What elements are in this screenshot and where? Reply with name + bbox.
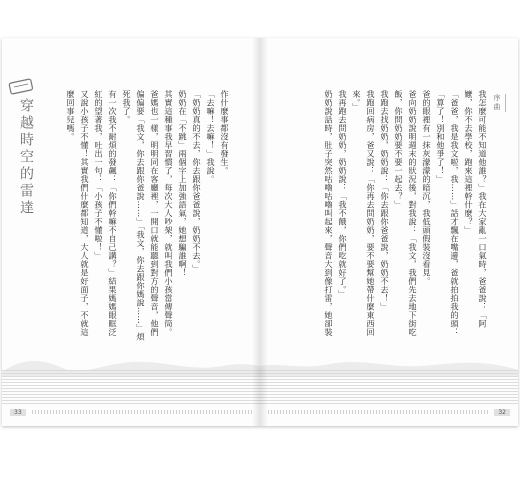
paragraph: 我跑回病房，爸又說：「你再去問奶奶，要不要幫她帶什麼東西回來。」 xyxy=(352,90,376,337)
paragraph: 爸的眼裡有一抹灰濛濛的暗沉，我低頭假裝沒看見。 xyxy=(422,90,432,286)
paragraph: 爸向奶奶說明週末的狀況後，對我說：「我文，我們先去地下街吃飯，你問奶奶要不要一起去？」 xyxy=(394,90,418,337)
paragraph: 作什麼事都沒有發生。 xyxy=(220,90,230,175)
paragraph: 「算了！別和他爭了！」 xyxy=(436,90,446,184)
page-number: 33 xyxy=(10,409,26,416)
paragraph: 爸媽也一樣，明明同在客廳裡，一開口就能聽到對方的聲音，他們偏偏要「我文，你去跟你爸說……」「我文，你去跟你媽說……」煩死我了。 xyxy=(122,90,160,341)
paragraph: 我跑去找奶奶，奶奶說：「你去跟你爸爸說，奶奶不去！」 xyxy=(380,90,390,311)
paragraph: 有一次我不耐煩的發飆：「你們幹嘛不自己講？」結果媽媽眼眶泛紅的望著我，吐出一句：「小孩子不懂啦！」 xyxy=(94,90,118,337)
paragraph: 奶奶說話時，肚子突然咕嚕咕嚕叫起來，聲音大到像打雷，她卻裝 xyxy=(324,90,334,337)
left-page xyxy=(2,38,260,426)
footer-bar xyxy=(32,410,252,414)
right-page xyxy=(260,38,518,426)
book-title: 穿越時空的雷達 xyxy=(18,98,34,217)
paragraph: 「去嘛！去嘛！」我說。 xyxy=(206,90,216,184)
decorative-stripes xyxy=(260,370,518,404)
paragraph: 奶奶在「不跳」兩個字上加強語氣，她想騙誰啊！ xyxy=(178,90,188,277)
book-logo-icon xyxy=(8,78,34,96)
section-tab: 序曲 xyxy=(492,94,506,112)
right-page-text xyxy=(322,90,490,342)
decorative-stripes xyxy=(2,370,260,404)
footer-bar xyxy=(268,410,488,414)
paragraph: 又說小孩子不懂！其實我們什麼都知道，大人就是好面子，不就這麼回事兒嗎。 xyxy=(66,90,90,337)
paragraph: 我怎麼可能不知道他誰？」我在大家亂一口氣時，爸爸說：「阿嬤，你不去學校，跑來這裡幹什麼？」 xyxy=(464,90,488,328)
paragraph: 「奶奶真的不去，你去跟你爸爸說，奶奶不去。」 xyxy=(192,90,202,273)
paragraph: 我再跑去問奶奶，奶奶說：「我不餓，你們吃就好了。」 xyxy=(338,90,348,299)
book-gutter xyxy=(252,38,268,426)
page-number: 32 xyxy=(494,409,510,416)
paragraph: 「爸爸，我是我文啦，我……」話才飄在嘴邊，爸就拍拍我的頭： xyxy=(450,90,460,337)
book-spread xyxy=(2,38,518,426)
left-page-text xyxy=(64,90,232,342)
paragraph: 其實這種事我早習慣了，每次大人吵架，就叫我們小孩當傳聲筒。 xyxy=(164,90,174,337)
